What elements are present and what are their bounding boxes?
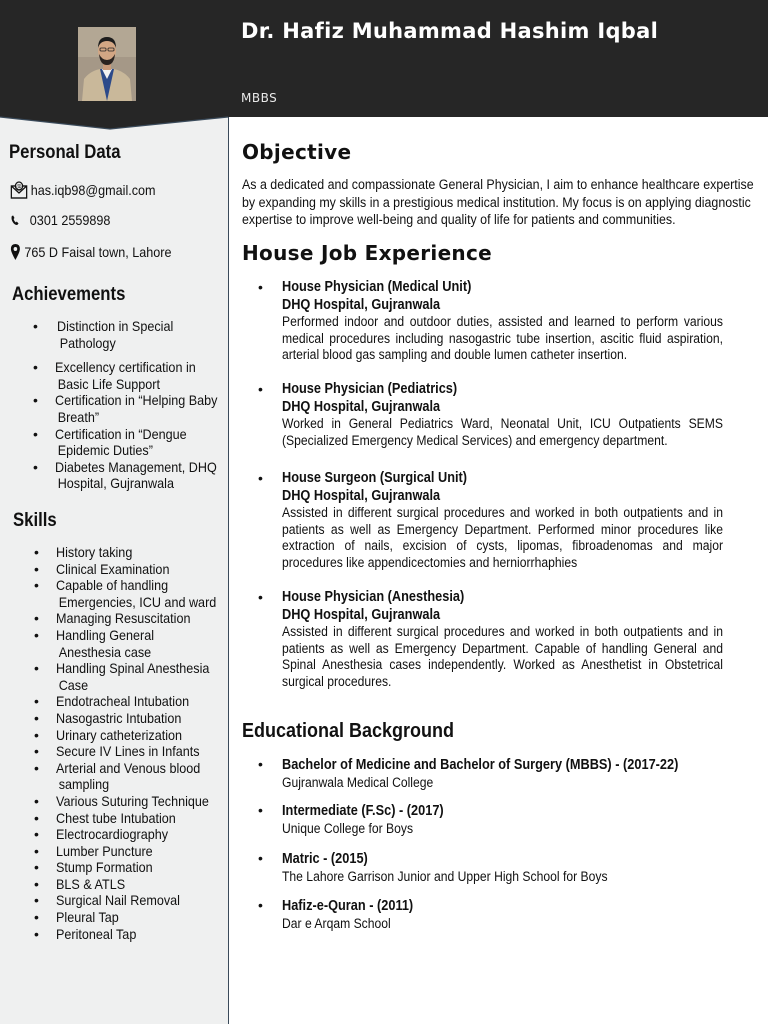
job-description: Assisted in different surgical procedures and worked in both outpatients and in patients as well as Emergency Department. Performed minor procedures like extraction of nails, excision of cysts, lipomas, fibroadenomas and major procedures like appendicectomies and herniorrhaphies [282, 505, 723, 571]
education-degree: Matric - (2015) [282, 851, 368, 867]
skill-item [34, 660, 234, 693]
skill-item-text: sampling [58, 776, 110, 793]
achievement-item-text: Diabetes Management, DHQ [55, 458, 217, 475]
skill-item-text: Handling General [56, 626, 155, 643]
skill-item [34, 627, 234, 660]
job-title: House Physician (Anesthesia) [282, 589, 465, 605]
achievements-list [33, 318, 236, 492]
skill-item-text: Urinary catheterization [56, 726, 183, 743]
skill-item-text: Case [58, 676, 89, 693]
skill-item-text: Surgical Nail Removal [56, 892, 180, 909]
skill-item-text: Chest tube Intubation [56, 809, 176, 826]
achievement-item-text: Breath” [57, 408, 100, 425]
skill-item-text: Managing Resuscitation [56, 610, 191, 627]
skill-item-text: Electrocardiography [56, 826, 169, 843]
skill-item-text: Pleural Tap [56, 909, 119, 926]
candidate-name: Dr. Hafiz Muhammad Hashim Iqbal [241, 19, 659, 43]
skill-item [34, 577, 234, 610]
skill-item [34, 610, 234, 627]
achievement-item [33, 318, 236, 351]
achievement-item-text: Epidemic Duties” [57, 442, 153, 459]
skill-item [34, 544, 234, 561]
achievement-item [33, 426, 236, 459]
skill-item [34, 727, 234, 744]
skill-item [34, 710, 234, 727]
education-item [258, 756, 738, 792]
skill-item-text: Peritoneal Tap [56, 925, 137, 942]
achievement-item-text: Pathology [59, 334, 116, 351]
portrait-image [78, 27, 136, 101]
experience-item [258, 381, 725, 449]
achievement-item [33, 359, 236, 392]
email-text: has.iqb98@gmail.com [30, 182, 156, 198]
location-pin-icon [10, 243, 21, 261]
email-icon [10, 180, 28, 200]
skill-item-text: Arterial and Venous blood [56, 759, 201, 776]
education-institution: Gujranwala Medical College [282, 775, 434, 790]
phone-row [10, 212, 110, 228]
skill-item-text: Stump Formation [56, 859, 153, 876]
email-row [10, 180, 156, 200]
bullet-icon: • [258, 756, 263, 772]
svg-text:@: @ [16, 184, 22, 191]
job-title: House Physician (Pediatrics) [282, 381, 458, 397]
personal-data-heading: Personal Data [9, 142, 121, 163]
skill-item-text: Emergencies, ICU and ward [58, 593, 217, 610]
skill-item [34, 859, 234, 876]
job-place: DHQ Hospital, Gujranwala [282, 398, 441, 415]
profile-photo [78, 27, 136, 101]
skill-item-text: Secure IV Lines in Infants [56, 743, 200, 760]
achievement-item-text: Hospital, Gujranwala [57, 475, 174, 492]
objective-heading: Objective [242, 140, 352, 164]
skill-item [34, 810, 234, 827]
phone-icon [10, 213, 21, 227]
bullet-icon: • [258, 897, 263, 913]
job-description: Performed indoor and outdoor duties, assisted and learned to perform various medical procedures including nasogastric tube insertion, ascitic fluid aspiration, arterial blood gas sampling and double lumen catheter insertion. [282, 314, 723, 363]
job-place: DHQ Hospital, Gujranwala [282, 487, 441, 504]
achievement-item-text: Basic Life Support [57, 375, 160, 392]
resume-header [0, 0, 768, 117]
skill-item-text: Handling Spinal Anesthesia [56, 660, 210, 677]
achievement-item-text: Certification in “Dengue [55, 425, 187, 442]
bullet-icon: • [258, 589, 263, 605]
skills-heading: Skills [13, 510, 57, 531]
skill-item-text: Lumber Puncture [56, 842, 153, 859]
job-description: Worked in General Pediatrics Ward, Neonatal Unit, ICU Outpatients SEMS (Specialized Emergency Medical Services) and emergency department. [282, 416, 723, 448]
education-institution: Dar e Arqam School [282, 916, 391, 931]
skill-item [34, 693, 234, 710]
skill-item [34, 892, 234, 909]
job-title: House Physician (Medical Unit) [282, 279, 472, 295]
bullet-icon: • [258, 850, 263, 866]
address-text: 765 D Faisal town, Lahore [24, 244, 172, 260]
achievement-item [33, 392, 236, 425]
education-item [258, 802, 738, 838]
education-institution: Unique College for Boys [282, 821, 414, 836]
bullet-icon: • [258, 381, 263, 397]
skill-item [34, 561, 234, 578]
objective-text: As a dedicated and compassionate General Physician, I aim to enhance healthcare expertise by expanding my skills in a prestigious medical institution. My focus is on applying diagnostic expertise to improve well-being and quality of life for patients and communities. [242, 177, 754, 227]
job-place: DHQ Hospital, Gujranwala [282, 606, 441, 623]
job-title: House Surgeon (Surgical Unit) [282, 470, 468, 486]
bullet-icon: • [258, 279, 263, 295]
experience-heading: House Job Experience [242, 241, 492, 265]
education-item [258, 850, 738, 886]
skill-item-text: History taking [56, 544, 133, 560]
skill-item [34, 826, 234, 843]
education-degree: Bachelor of Medicine and Bachelor of Surgery (MBBS) - (2017-22) [282, 757, 679, 773]
experience-item [258, 589, 725, 691]
skill-item [34, 743, 234, 760]
education-heading: Educational Background [242, 720, 455, 742]
experience-item [258, 279, 725, 364]
skill-item-text: Anesthesia case [58, 643, 152, 660]
address-row [10, 243, 171, 261]
achievement-item-text: Excellency certification in [55, 359, 196, 376]
bullet-icon: • [258, 802, 263, 818]
skills-list [34, 544, 234, 942]
education-degree: Intermediate (F.Sc) - (2017) [282, 803, 444, 819]
skill-item [34, 793, 234, 810]
education-institution: The Lahore Garrison Junior and Upper High School for Boys [282, 869, 608, 884]
skill-item-text: Endotracheal Intubation [56, 693, 190, 710]
job-description: Assisted in different surgical procedures and worked in both outpatients and in patients as well as Emergency Department. Capable of handling General and Spinal Anesthesia cases independently. Worked as Anesthetist in Obstetrical surgical procedures. [282, 624, 723, 690]
job-place: DHQ Hospital, Gujranwala [282, 296, 441, 313]
phone-text: 0301 2559898 [29, 212, 111, 228]
header-chevron-shape [0, 116, 230, 132]
achievement-item [33, 459, 236, 492]
education-degree: Hafiz-e-Quran - (2011) [282, 898, 414, 914]
achievement-item-text: Distinction in Special [57, 318, 174, 334]
skill-item [34, 909, 234, 926]
achievement-item-text: Certification in “Helping Baby [55, 392, 218, 409]
skill-item [34, 760, 234, 793]
skill-item [34, 926, 234, 943]
skill-item-text: BLS & ATLS [56, 875, 126, 892]
candidate-degree: MBBS [241, 91, 278, 105]
achievements-heading: Achievements [12, 284, 126, 305]
skill-item-text: Various Suturing Technique [56, 792, 209, 809]
education-item [258, 897, 738, 933]
skill-item [34, 876, 234, 893]
skill-item-text: Capable of handling [56, 577, 169, 594]
bullet-icon: • [258, 470, 263, 486]
skill-item [34, 843, 234, 860]
skill-item-text: Nasogastric Intubation [56, 709, 182, 726]
skill-item-text: Clinical Examination [56, 560, 170, 577]
experience-item [258, 470, 725, 572]
